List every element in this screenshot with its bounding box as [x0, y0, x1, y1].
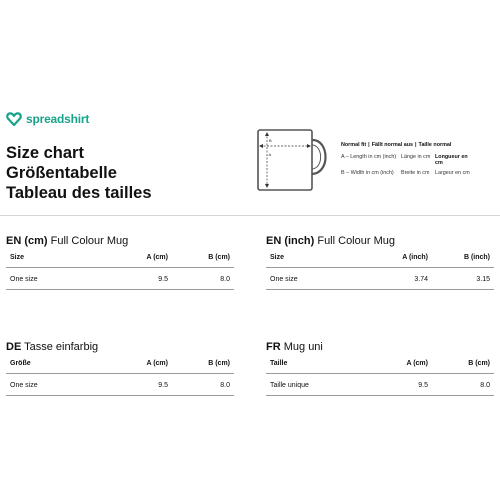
- measurement-legend: [341, 142, 475, 180]
- size-table-en-cm: [6, 235, 234, 290]
- heart-icon: [6, 111, 22, 127]
- brand-name: spreadshirt: [26, 112, 90, 126]
- table-row: One size 3.74 3.15: [266, 268, 494, 290]
- section-title: FR Mug uni: [266, 341, 323, 353]
- header-divider: [0, 215, 500, 216]
- size-table: [266, 360, 494, 396]
- page-title-en: Size chart: [6, 144, 84, 162]
- size-table: [6, 254, 234, 290]
- svg-text:A: A: [268, 152, 272, 157]
- table-header-row: Größe A (cm) B (cm): [6, 360, 234, 374]
- size-table-en-inch: [266, 235, 494, 290]
- table-row: One size 9.5 8.0: [6, 374, 234, 396]
- page-titles: [6, 143, 152, 203]
- section-title: EN (cm) Full Colour Mug: [6, 235, 129, 247]
- mug-diagram: [245, 124, 335, 196]
- section-title: DE Tasse einfarbig: [6, 341, 99, 353]
- svg-text:B: B: [269, 138, 272, 143]
- size-table: [6, 360, 234, 396]
- table-row: Taille unique 9.5 8.0: [266, 374, 494, 396]
- page-title-fr: Tableau des tailles: [6, 184, 152, 202]
- size-table-de: [6, 341, 234, 396]
- table-header-row: Taille A (cm) B (cm): [266, 360, 494, 374]
- table-row: One size 9.5 8.0: [6, 268, 234, 290]
- size-table-fr: [266, 341, 494, 396]
- page-title-de: Größentabelle: [6, 164, 117, 182]
- section-title: EN (inch) Full Colour Mug: [266, 235, 395, 247]
- table-header-row: Size A (cm) B (cm): [6, 254, 234, 268]
- legend-row-b: B – Width in cm (inch) Breite in cm Largeur en cm: [341, 170, 470, 176]
- table-header-row: Size A (inch) B (inch): [266, 254, 494, 268]
- size-table: [266, 254, 494, 290]
- legend-header: Normal fit | Fällt normal aus | Taille normal: [341, 142, 452, 148]
- legend-row-a: A – Length in cm (inch) Länge in cm Longueur en cm: [341, 154, 468, 166]
- brand-logo: [6, 111, 89, 127]
